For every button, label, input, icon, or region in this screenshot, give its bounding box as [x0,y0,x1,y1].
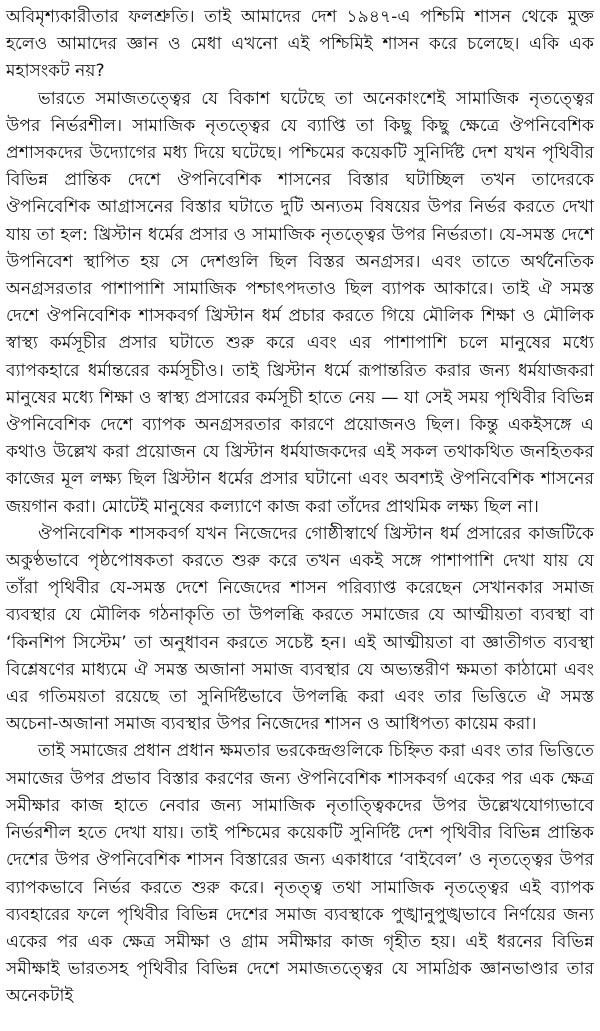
paragraph-field-surveys: তাই সমাজের প্রধান প্রধান ক্ষমতার ভরকেন্দ্রগুলিকে চিহ্নিত করা এবং তার ভিত্তিতে সমাজের উপর প্রভাব বিস্তার করণের জন্য ঔপনিবেশিক শাসকবর্গ একের পর এক ক্ষেত্র সমীক্ষার কাজ হাতে নেবার জন্য সামাজিক নৃতাত্ত্বিকদের উপর উল্লেখযোগ্যভাবে নির্ভরশীল হতে দেখা যায়। তাই পশ্চিমের কয়েকটি সুনির্দিষ্ট দেশ পৃথিবীর বিভিন্ন প্রান্তিক দেশের উপর ঔপনিবেশিক শাসন বিস্তারের জন্য একাধারে ‘বাইবেল’ ও নৃতত্ত্বের উপর ব্যাপকভাবে নির্ভর করতে শুরু করে। নৃতত্ত্ব তথা সামাজিক নৃতত্ত্বের এই ব্যাপক ব্যবহারের ফলে পৃথিবীর বিভিন্ন দেশের সমাজ ব্যবস্থাকে পুঙ্খানুপুঙ্খভাবে নির্ণয়ের জন্য একের পর এক ক্ষেত্র সমীক্ষা ও গ্রাম সমীক্ষার কাজ গৃহীত হয়। এই ধরনের বিভিন্ন সমীক্ষাই ভারতসহ পৃথিবীর বিভিন্ন দেশে সমাজতত্ত্বের যে সামগ্রিক জ্ঞানভাণ্ডার তার অনেকটাই [6,741,594,1007]
paragraph-continued: অবিমৃশ্যকারীতার ফলশ্রুতি। তাই আমাদের দেশ ১৯৪৭-এ পশ্চিমি শাসন থেকে মুক্ত হলেও আমাদের জ্ঞান ও মেধা এখনো এই পশ্চিমিই শাসন করে চলেছে। একি এক মহাসংকট নয়? [6,7,594,82]
paragraph-colonial-kinship: ঔপনিবেশিক শাসকবর্গ যখন নিজেদের গোষ্ঠীস্বার্থে খ্রিস্টান ধর্ম প্রসারের কাজটিকে অকুণ্ঠভাবে পৃষ্ঠপোষকতা করতে শুরু করে তখন একই সঙ্গে পাশাপাশি দেখা যায় যে তাঁরা পৃথিবীর যে-সমস্ত দেশে নিজেদের শাসন পরিব্যাপ্ত করেছেন সেখানকার সমাজ ব্যবস্থার যে মৌলিক গঠনাকৃতি তা উপলব্ধি করতে সমাজের যে আত্মীয়তা ব্যবস্থা বা ‘কিনশিপ সিস্টেম’ তা অনুধাবন করতে সচেষ্ট হন। এই আত্মীয়তা বা জ্ঞাতীগত ব্যবস্থা বিশ্লেষণের মাধ্যমে ঐ সমস্ত অজানা সমাজ ব্যবস্থার যে অভ্যন্তরীণ ক্ষমতা কাঠামো এবং এর গতিময়তা রয়েছে তা সুনির্দিষ্টভাবে উপলব্ধি করা এবং তার ভিত্তিতে ঐ সমস্ত অচেনা-অজানা সমাজ ব্যবস্থার উপর নিজেদের শাসন ও আধিপত্য কায়েম করা। [6,523,594,735]
paragraph-sociology-india: ভারতে সমাজতত্ত্বের যে বিকাশ ঘটেছে তা অনেকাংশেই সামাজিক নৃতত্ত্বের উপর নির্ভরশীল। সামাজিক নৃতত্ত্বের যে ব্যাপ্তি তা কিছু কিছু ক্ষেত্রে ঔপনিবেশিক প্রশাসকদের উদ্যোগের মধ্য দিয়ে ঘটেছে। পশ্চিমের কয়েকটি সুনির্দিষ্ট দেশ যখন পৃথিবীর বিভিন্ন প্রান্তিক দেশে ঔপনিবেশিক শাসনের বিস্তার ঘটাচ্ছিল তখন তাদেরকে ঔপনিবেশিক আগ্রাসনের বিস্তার ঘটাতে দুটি অন্যতম বিষয়ের উপর নির্ভর করতে দেখা যায় তা হল: খ্রিস্টান ধর্মের প্রসার ও সামাজিক নৃতত্ত্বের উপর নির্ভরতা। যে-সমস্ত দেশে উপনিবেশ স্থাপিত হয় সে দেশগুলি ছিল বিস্তর অনগ্রসর। এবং তাতে অর্থনৈতিক অনগ্রসরতার পাশাপাশি সামাজিক পশ্চাৎপদতাও ছিল ব্যাপক আকারে। তাই ঐ সমস্ত দেশে ঔপনিবেশিক শাসকবর্গ খ্রিস্টান ধর্ম প্রচার করতে গিয়ে মৌলিক শিক্ষা ও মৌলিক স্বাস্থ্য কর্মসূচীর প্রসার ঘটাতে শুরু করে এবং এর পাশাপাশি চলে মানুষের মধ্যে ব্যাপকহারে ধর্মান্তরের কর্মসূচীও। তাই খ্রিস্টান ধর্মে রূপান্তরিত করার জন্য ধর্মযাজকরা মানুষের মধ্যে শিক্ষা ও স্বাস্থ্য প্রসারের কর্মসূচী হাতে নেয় — যা সেই সময় পৃথিবীর বিভিন্ন ঔপনিবেশিক দেশে ব্যাপক অনগ্রসরতার কারণে প্রয়োজনও ছিল। কিন্তু একইসঙ্গে এ কথাও উল্লেখ করা প্রয়োজন যে খ্রিস্টান ধর্মযাজকদের এই সকল তথাকথিত জনহিতকর কাজের মূল লক্ষ্য ছিল খ্রিস্টান ধর্মের প্রসার ঘটানো এবং অবশ্যই ঔপনিবেশিক শাসনের জয়গান করা। মোটেই মানুষের কল্যাণে কাজ করা তাঁদের প্রাথমিক লক্ষ্য ছিল না। [6,88,594,517]
